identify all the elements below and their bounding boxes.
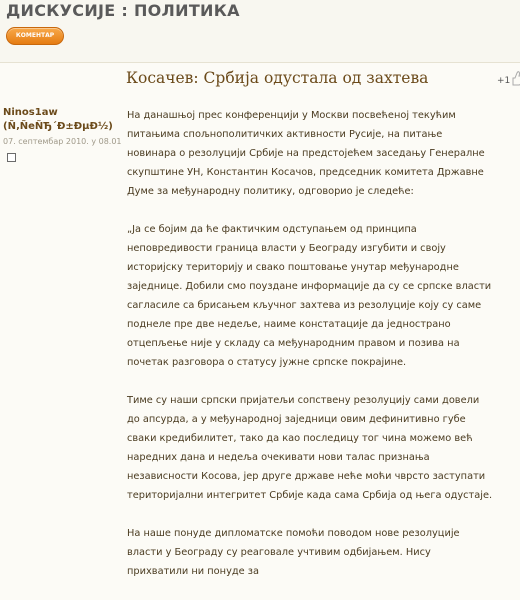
report-checkbox[interactable] bbox=[7, 153, 16, 162]
vote-count: +1 bbox=[497, 76, 511, 86]
author-name[interactable] bbox=[3, 106, 113, 134]
author-username[interactable]: Ninos1aw bbox=[3, 107, 58, 118]
post-date: 07. септембар 2010. у 08.01 bbox=[3, 137, 122, 146]
post-paragraph: На наше понуде дипломатске помоћи поводом нове резолуције власти у Београду су реаговале учтивим одбијањем. Нису прихватили ни понуде за bbox=[127, 528, 460, 577]
thumbs-up-icon[interactable] bbox=[510, 70, 520, 86]
post-paragraph: На данашњој прес конференцији у Москви посвећеној текућим питањима спољнополитичких активности Русије, на питање новинара о резолуцији Србије на предстојећем заседању Генералне скупштине УН, Константин Косачов, председник комитета Државне Думе за међународну политику, одговорио је следеће: bbox=[127, 110, 485, 197]
author-display-name[interactable]: (Ñ‚ÑеÑЂ´Ð±ÐµÐ½) bbox=[3, 121, 113, 132]
header-divider bbox=[0, 62, 520, 63]
post-paragraph: Тиме су наши српски пријатељи сопствену резолуцију сами довели до апсурда, а у међународној заједници овим дефинитивно губе сваки кредибилитет, тако да као последицу тог чина можемо већ наредних дана и недеља очекивати нови талас признања независности Косова, јер друге државе неће моћи чврсто заступати територијални интегритет Србије када сама Србија од њега одустаје. bbox=[127, 395, 493, 501]
comment-button[interactable]: КОМЕНТАР bbox=[6, 27, 64, 45]
post-title[interactable]: Косачев: Србија одустала од захтева bbox=[126, 69, 429, 87]
post-paragraph: „Ја се бојим да ће фактичким одступањем од принципа неповредивости граница власти у Београду изгубити и своју историјску територију и свако поштовање унутар међународне заједнице. Добили смо поуздане информације да су се српске власти сагласиле са брисањем кључног захтева из резолуције коју су саме поднеле пре две недеље, наиме констатације да једнострано отцепљење није у складу са међународним правом и позива на почетак разговора о статусу јужне српске покрајине. bbox=[127, 224, 492, 368]
page-title: ДИСКУСИЈЕ : ПОЛИТИКА bbox=[6, 1, 240, 20]
discussion-header bbox=[0, 0, 520, 62]
post-body bbox=[127, 106, 493, 600]
